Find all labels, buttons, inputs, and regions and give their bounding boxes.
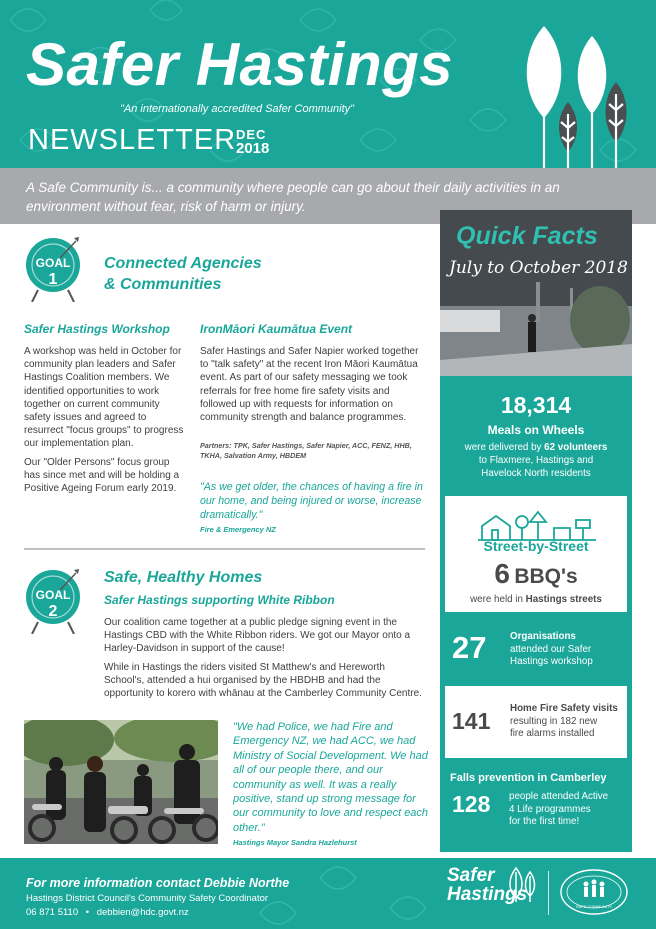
- workshop-paragraph-2: Our "Older Persons" focus group has since met and will be holding a Positive Ageing Forum early 2019.: [24, 456, 180, 495]
- white-ribbon-paragraph-1: Our coalition came together at a public pledge signing event in the Hastings CBD with the White Ribbon riders. We got our Mayor onto a Harley-Davidson in support of the cause!: [104, 617, 411, 655]
- ironmaori-paragraph: Safer Hastings and Safer Napier worked together to "talk safety" at the recent Iron Māori Kaumātua event. As part of our safety messaging we took referrals for free home fire safety visits and followed up with requests for information on community strength and balance programmes.: [200, 346, 419, 424]
- footer-separator: [548, 871, 549, 915]
- goal-1-badge-number: 1: [48, 271, 58, 288]
- organisations-line-2: Hastings workshop: [510, 656, 593, 667]
- goal-1-badge: [24, 236, 82, 302]
- footer-contact-details: [26, 907, 189, 918]
- meals-detail-line-3: Havelock North residents: [481, 468, 591, 479]
- organisations-detail: [510, 631, 593, 669]
- street-by-street-brand: Street-by-Street: [483, 538, 589, 554]
- fire-quote-source: Fire & Emergency NZ: [200, 525, 276, 534]
- logo-leaves-icon: [508, 866, 542, 902]
- workshop-title: Safer Hastings Workshop: [24, 322, 170, 336]
- organisations-number: 27: [452, 630, 487, 665]
- riders-photo: [24, 720, 218, 844]
- falls-detail: [509, 791, 608, 829]
- meals-volunteers: 62 volunteers: [544, 442, 608, 453]
- workshop-body: [24, 345, 184, 500]
- tagline: "An internationally accredited Safer Community": [120, 103, 355, 115]
- intro-text: A Safe Community is... a community where people can go about their daily activities in an environment without fear, risk of harm or injury.: [26, 180, 560, 214]
- bbq-unit: BBQ's: [514, 565, 578, 588]
- bbq-number: 6: [494, 558, 510, 589]
- footer-email[interactable]: debbien@hdc.govt.nz: [96, 907, 189, 918]
- partners-list: Partners: TPK, Safer Hastings, Safer Napier, ACC, FENZ, HHB, TKHA, Salvation Army, HBDEM: [200, 441, 412, 460]
- issue-month: DEC: [236, 127, 267, 142]
- goal-2-badge: [24, 568, 82, 634]
- fire-visits-detail: [510, 703, 618, 741]
- mayor-quote-source: Hastings Mayor Sandra Hazlehurst: [233, 838, 357, 847]
- footer-contact-prefix: For more information contact: [26, 876, 204, 890]
- white-ribbon-paragraph-2: While in Hastings the riders visited St Matthew's and Hereworth School's, attended a hui organised by the HBDHB and had the opportunity to korero with whānau at the Camberley Community Centre.: [104, 661, 422, 700]
- meals-detail-prefix: were delivered by: [464, 442, 545, 453]
- bbq-detail: [445, 594, 627, 605]
- meals-number: 18,314: [500, 392, 572, 418]
- goal-2-badge-number: 2: [48, 603, 58, 620]
- issue-date: [236, 128, 269, 156]
- goal-1-badge-word: GOAL: [35, 256, 71, 270]
- workshop-paragraph-1: A workshop was held in October for community plan leaders and Safer Hastings Coalition members. We identified opportunities to work together on current community safety issues and agreed to resurrect "focus groups" to progress our implementation plan.: [24, 346, 184, 450]
- mayor-quote: "We had Police, we had Fire and Emergency NZ, we had ACC, we had Ministry of Social Development. We had all of our people there, and our community as well. It was a really positive, stand up strong message for our community to love and respect each other.": [233, 721, 429, 834]
- safe-community-seal: [558, 866, 630, 918]
- logo-line-1: Safer: [447, 865, 495, 886]
- section-divider: [24, 548, 425, 550]
- footer-contact-name: Debbie Northe: [203, 876, 290, 890]
- falls-line-2: 4 Life programmes: [509, 803, 591, 815]
- meals-detail: [440, 441, 632, 480]
- footer-bullet: •: [85, 907, 90, 918]
- logo-line-2: Hastings: [447, 884, 528, 905]
- fire-visits-number: 141: [452, 708, 491, 734]
- tree-illustration: [510, 22, 642, 168]
- newsletter-label: NEWSLETTER: [28, 124, 237, 156]
- street-houses-icon: [478, 508, 596, 542]
- falls-line-3: for the first time!: [509, 816, 580, 827]
- bbq-count: [445, 558, 627, 590]
- newsletter-title: Safer Hastings: [26, 31, 454, 98]
- seal-text: SAFE COMMUNITY: [575, 904, 613, 909]
- ironmaori-body: [200, 345, 425, 429]
- masthead: [0, 0, 656, 168]
- fire-visits-line-1: resulting in 182 new: [510, 715, 598, 727]
- bbq-detail-prefix: were held in: [470, 594, 526, 605]
- footer-role: Hastings District Council's Community Safety Coordinator: [26, 893, 269, 904]
- meals-label: Meals on Wheels: [487, 423, 585, 437]
- quick-facts-period: July to October 2018: [449, 258, 628, 278]
- white-ribbon-title: Safer Hastings supporting White Ribbon: [104, 593, 335, 607]
- quick-facts-title: Quick Facts: [456, 222, 598, 250]
- fire-visits-label: Home Fire Safety visits: [510, 703, 618, 714]
- goal-2-badge-word: GOAL: [35, 588, 71, 602]
- white-ribbon-body: [104, 616, 426, 705]
- goal-1-heading-line-1: Connected Agencies: [104, 255, 262, 272]
- goal-1-heading-line-2: & Communities: [104, 276, 222, 293]
- fire-visits-line-2: fire alarms installed: [510, 728, 595, 739]
- footer-contact: [26, 876, 289, 890]
- falls-number: 128: [452, 791, 491, 817]
- goal-2-heading: Safe, Healthy Homes: [104, 569, 263, 586]
- meals-detail-line-2: to Flaxmere, Hastings and: [478, 455, 594, 466]
- organisations-line-1: attended our Safer: [510, 643, 592, 655]
- falls-heading: Falls prevention in Camberley: [450, 772, 607, 784]
- issue-year: 2018: [236, 140, 270, 157]
- ironmaori-title: IronMāori Kaumātua Event: [200, 322, 353, 336]
- bbq-detail-location: Hastings streets: [525, 594, 602, 605]
- footer-phone[interactable]: 06 871 5110: [26, 907, 79, 918]
- fire-quote: "As we get older, the chances of having a fire in our home, and being injured or worse, increase dramatically.": [200, 481, 423, 521]
- falls-line-1: people attended Active: [509, 791, 609, 802]
- organisations-label: Organisations: [510, 631, 576, 642]
- meals-detail-line-1: [440, 441, 632, 454]
- goal-1-heading: [104, 253, 262, 295]
